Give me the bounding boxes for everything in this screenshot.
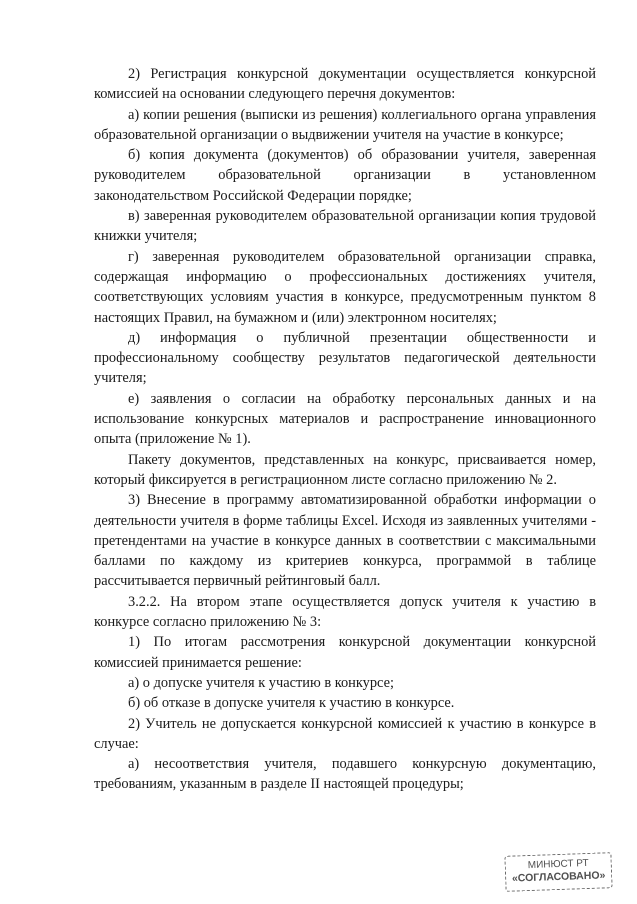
paragraph-item-a-nonconformity: а) несоответствия учителя, подавшего конкурсную документацию, требованиям, указанным в разделе II настоящей процедуры; bbox=[94, 756, 596, 793]
stamp-line-approved: «СОГЛАСОВАНО» bbox=[511, 869, 606, 885]
paragraph-section-3-2-2: 3.2.2. На втором этапе осуществляется допуск учителя к участию в конкурсе согласно приложению № 3: bbox=[94, 593, 596, 631]
paragraph-item-v-employment-book: в) заверенная руководителем образовательной организации копия трудовой книжки учителя; bbox=[94, 208, 596, 245]
paragraph-item-a-admission: а) о допуске учителя к участию в конкурсе; bbox=[128, 674, 395, 691]
paragraph-item-d-public-presentation: д) информация о публичной презентации общественности и профессиональному сообществу результатов педагогической деятельности учителя; bbox=[94, 329, 596, 387]
approval-stamp bbox=[504, 852, 612, 892]
paragraph-item-3-excel-processing: 3) Внесение в программу автоматизированной обработки информации о деятельности учителя в форме таблицы Excel. Исходя из заявленных учителями - претендентами на участие в конкурсе данных в соответствии с максимальными баллами по каждому из критериев конкурса, программой в таблице рассчитывается первичный рейтинговый балл. bbox=[94, 492, 596, 590]
paragraph-item-2-registration: 2) Регистрация конкурсной документации осуществляется конкурсной комиссией на основании следующего перечня документов: bbox=[94, 66, 596, 103]
paragraph-item-e-consent-statements: е) заявления о согласии на обработку персональных данных и на использование конкурсных материалов и распространение инновационного опыта (приложение № 1). bbox=[94, 390, 596, 448]
paragraph-item-a-decision-copy: а) копии решения (выписки из решения) коллегиального органа управления образовательной организации о выдвижении учителя на участие в конкурсе; bbox=[94, 106, 596, 143]
paragraph-item-b-refusal: б) об отказе в допуске учителя к участию в конкурсе. bbox=[128, 695, 455, 712]
stamp-line-ministry: МИНЮСТ РТ bbox=[527, 857, 589, 872]
paragraph-document-package-number: Пакету документов, представленных на конкурс, присваивается номер, который фиксируется в регистрационном листе согласно приложению № 2. bbox=[94, 451, 596, 488]
paragraph-item-2-not-admitted: 2) Учитель не допускается конкурсной комиссией к участию в конкурсе в случае: bbox=[94, 715, 596, 752]
paragraph-item-1-commission-decision: 1) По итогам рассмотрения конкурсной документации конкурсной комиссией принимается решение: bbox=[94, 634, 596, 671]
paragraph-item-g-achievements-certificate: г) заверенная руководителем образовательной организации справка, содержащая информацию о профессиональных достижениях учителя, соответствующих условиям участия в конкурсе, предусмотренным пунктом 8 настоящих Правил, на бумажном и (или) электронном носителях; bbox=[94, 248, 596, 326]
paragraph-item-b-education-document: б) копия документа (документов) об образовании учителя, заверенная руководителем образовательной организации в установленном законодательством Российской Федерации порядке; bbox=[94, 147, 596, 204]
document-body bbox=[94, 64, 596, 795]
